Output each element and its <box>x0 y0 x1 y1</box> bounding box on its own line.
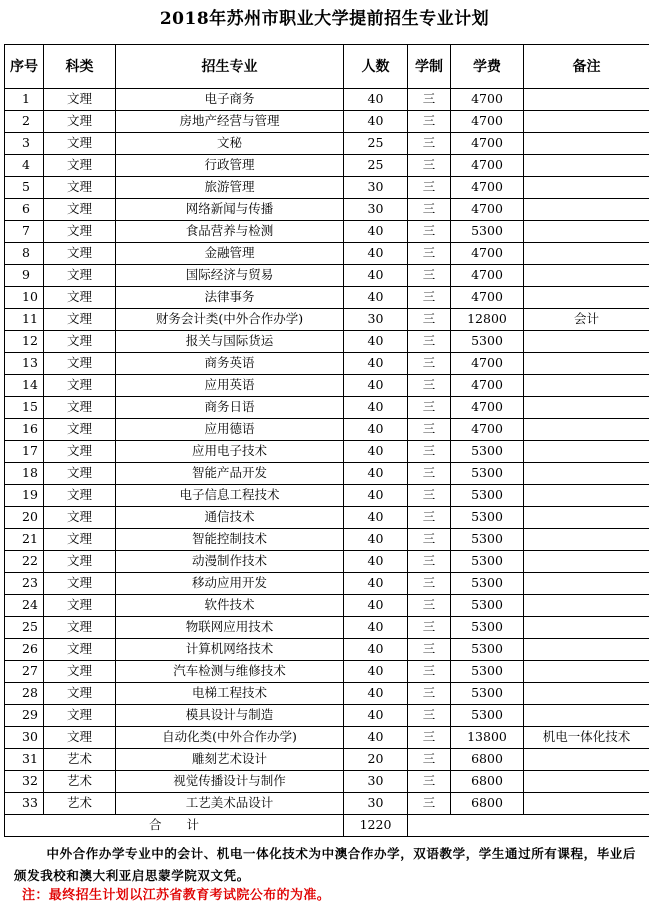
header-remarks: 备注 <box>524 45 649 89</box>
row-duration-cell: 三 <box>408 265 451 287</box>
row-duration-cell: 三 <box>408 199 451 221</box>
row-remarks-cell <box>524 89 649 111</box>
row-duration-cell: 三 <box>408 243 451 265</box>
row-tuition-cell: 4700 <box>451 287 524 309</box>
total-label: 合 计 <box>5 815 344 837</box>
row-duration-cell: 三 <box>408 573 451 595</box>
row-duration-cell: 三 <box>408 441 451 463</box>
row-duration-cell: 三 <box>408 331 451 353</box>
row-category-cell: 文理 <box>44 287 116 309</box>
table-row <box>5 397 649 419</box>
row-duration-cell: 三 <box>408 661 451 683</box>
row-duration-cell: 三 <box>408 463 451 485</box>
row-remarks-cell <box>524 551 649 573</box>
table-row <box>5 529 649 551</box>
row-remarks-cell <box>524 397 649 419</box>
row-index-cell: 1 <box>5 89 44 111</box>
row-index-cell: 2 <box>5 111 44 133</box>
row-tuition-cell: 4700 <box>451 177 524 199</box>
row-index-cell: 20 <box>5 507 44 529</box>
row-tuition-cell: 5300 <box>451 683 524 705</box>
total-row <box>5 815 649 837</box>
row-category-cell: 文理 <box>44 375 116 397</box>
row-duration-cell: 三 <box>408 639 451 661</box>
row-count-cell: 40 <box>344 573 408 595</box>
row-tuition-cell: 5300 <box>451 441 524 463</box>
row-major-cell: 行政管理 <box>116 155 344 177</box>
row-count-cell: 40 <box>344 595 408 617</box>
row-count-cell: 40 <box>344 463 408 485</box>
total-blank <box>408 815 649 837</box>
row-remarks-cell <box>524 793 649 815</box>
row-major-cell: 工艺美术品设计 <box>116 793 344 815</box>
row-duration-cell: 三 <box>408 485 451 507</box>
table-row <box>5 793 649 815</box>
row-index-cell: 25 <box>5 617 44 639</box>
row-remarks-cell <box>524 529 649 551</box>
row-tuition-cell: 5300 <box>451 705 524 727</box>
row-major-cell: 汽车检测与维修技术 <box>116 661 344 683</box>
row-duration-cell: 三 <box>408 111 451 133</box>
row-major-cell: 电梯工程技术 <box>116 683 344 705</box>
row-duration-cell: 三 <box>408 705 451 727</box>
row-duration-cell: 三 <box>408 155 451 177</box>
table-row <box>5 199 649 221</box>
row-duration-cell: 三 <box>408 683 451 705</box>
table-row <box>5 309 649 331</box>
row-major-cell: 网络新闻与传播 <box>116 199 344 221</box>
row-duration-cell: 三 <box>408 221 451 243</box>
row-index-cell: 31 <box>5 749 44 771</box>
row-category-cell: 文理 <box>44 221 116 243</box>
row-major-cell: 文秘 <box>116 133 344 155</box>
row-count-cell: 40 <box>344 287 408 309</box>
row-count-cell: 40 <box>344 111 408 133</box>
row-remarks-cell <box>524 661 649 683</box>
row-category-cell: 文理 <box>44 133 116 155</box>
row-major-cell: 应用德语 <box>116 419 344 441</box>
row-tuition-cell: 4700 <box>451 133 524 155</box>
row-duration-cell: 三 <box>408 749 451 771</box>
row-remarks-cell <box>524 111 649 133</box>
table-row <box>5 705 649 727</box>
table-row <box>5 89 649 111</box>
row-index-cell: 18 <box>5 463 44 485</box>
row-remarks-cell <box>524 441 649 463</box>
row-count-cell: 30 <box>344 793 408 815</box>
row-category-cell: 文理 <box>44 441 116 463</box>
row-duration-cell: 三 <box>408 309 451 331</box>
row-category-cell: 文理 <box>44 727 116 749</box>
row-category-cell: 文理 <box>44 89 116 111</box>
row-remarks-cell <box>524 705 649 727</box>
row-index-cell: 8 <box>5 243 44 265</box>
row-duration-cell: 三 <box>408 595 451 617</box>
row-category-cell: 文理 <box>44 683 116 705</box>
row-tuition-cell: 6800 <box>451 793 524 815</box>
header-category: 科类 <box>44 45 116 89</box>
row-major-cell: 自动化类(中外合作办学) <box>116 727 344 749</box>
row-major-cell: 食品营养与检测 <box>116 221 344 243</box>
row-index-cell: 16 <box>5 419 44 441</box>
row-tuition-cell: 5300 <box>451 331 524 353</box>
row-category-cell: 艺术 <box>44 793 116 815</box>
row-category-cell: 文理 <box>44 639 116 661</box>
row-major-cell: 通信技术 <box>116 507 344 529</box>
row-index-cell: 19 <box>5 485 44 507</box>
table-row <box>5 639 649 661</box>
row-major-cell: 商务日语 <box>116 397 344 419</box>
table-row <box>5 221 649 243</box>
row-count-cell: 30 <box>344 771 408 793</box>
row-count-cell: 40 <box>344 441 408 463</box>
row-remarks-cell <box>524 375 649 397</box>
row-index-cell: 4 <box>5 155 44 177</box>
row-major-cell: 应用电子技术 <box>116 441 344 463</box>
row-count-cell: 30 <box>344 309 408 331</box>
row-remarks-cell <box>524 485 649 507</box>
row-remarks-cell <box>524 771 649 793</box>
row-category-cell: 文理 <box>44 397 116 419</box>
row-major-cell: 房地产经营与管理 <box>116 111 344 133</box>
row-major-cell: 智能控制技术 <box>116 529 344 551</box>
row-major-cell: 模具设计与制造 <box>116 705 344 727</box>
row-count-cell: 20 <box>344 749 408 771</box>
row-remarks-cell <box>524 199 649 221</box>
row-tuition-cell: 5300 <box>451 639 524 661</box>
row-count-cell: 40 <box>344 419 408 441</box>
row-duration-cell: 三 <box>408 419 451 441</box>
row-count-cell: 25 <box>344 133 408 155</box>
row-major-cell: 法律事务 <box>116 287 344 309</box>
table-row <box>5 441 649 463</box>
row-index-cell: 27 <box>5 661 44 683</box>
row-count-cell: 40 <box>344 331 408 353</box>
row-tuition-cell: 4700 <box>451 111 524 133</box>
row-major-cell: 智能产品开发 <box>116 463 344 485</box>
row-duration-cell: 三 <box>408 771 451 793</box>
row-count-cell: 40 <box>344 485 408 507</box>
row-index-cell: 33 <box>5 793 44 815</box>
row-index-cell: 5 <box>5 177 44 199</box>
row-count-cell: 25 <box>344 155 408 177</box>
header-tuition: 学费 <box>451 45 524 89</box>
page-title: 2018年苏州市职业大学提前招生专业计划 <box>159 9 490 29</box>
table-row <box>5 375 649 397</box>
row-index-cell: 11 <box>5 309 44 331</box>
row-tuition-cell: 5300 <box>451 661 524 683</box>
row-remarks-cell <box>524 573 649 595</box>
row-category-cell: 文理 <box>44 265 116 287</box>
row-remarks-cell <box>524 639 649 661</box>
table-row <box>5 331 649 353</box>
row-duration-cell: 三 <box>408 353 451 375</box>
table-row <box>5 617 649 639</box>
row-major-cell: 计算机网络技术 <box>116 639 344 661</box>
row-index-cell: 12 <box>5 331 44 353</box>
row-tuition-cell: 13800 <box>451 727 524 749</box>
table-row <box>5 155 649 177</box>
row-duration-cell: 三 <box>408 89 451 111</box>
row-category-cell: 文理 <box>44 199 116 221</box>
table-row <box>5 177 649 199</box>
row-index-cell: 10 <box>5 287 44 309</box>
row-index-cell: 23 <box>5 573 44 595</box>
table-row <box>5 287 649 309</box>
header-major: 招生专业 <box>116 45 344 89</box>
row-major-cell: 电子商务 <box>116 89 344 111</box>
row-count-cell: 40 <box>344 529 408 551</box>
row-major-cell: 移动应用开发 <box>116 573 344 595</box>
row-category-cell: 文理 <box>44 595 116 617</box>
header-count: 人数 <box>344 45 408 89</box>
row-tuition-cell: 5300 <box>451 221 524 243</box>
row-major-cell: 软件技术 <box>116 595 344 617</box>
row-count-cell: 40 <box>344 89 408 111</box>
table-row <box>5 111 649 133</box>
row-count-cell: 40 <box>344 353 408 375</box>
table-row <box>5 265 649 287</box>
row-category-cell: 文理 <box>44 507 116 529</box>
row-remarks-cell <box>524 419 649 441</box>
row-remarks-cell <box>524 287 649 309</box>
row-index-cell: 21 <box>5 529 44 551</box>
row-category-cell: 文理 <box>44 661 116 683</box>
row-duration-cell: 三 <box>408 793 451 815</box>
row-category-cell: 文理 <box>44 529 116 551</box>
header-duration: 学制 <box>408 45 451 89</box>
row-category-cell: 文理 <box>44 243 116 265</box>
table-row <box>5 419 649 441</box>
table-row <box>5 573 649 595</box>
row-tuition-cell: 5300 <box>451 529 524 551</box>
row-remarks-cell <box>524 507 649 529</box>
row-tuition-cell: 5300 <box>451 485 524 507</box>
row-count-cell: 40 <box>344 617 408 639</box>
row-major-cell: 旅游管理 <box>116 177 344 199</box>
row-remarks-cell <box>524 595 649 617</box>
row-category-cell: 文理 <box>44 111 116 133</box>
row-count-cell: 40 <box>344 265 408 287</box>
row-index-cell: 3 <box>5 133 44 155</box>
cooperation-note: 中外合作办学专业中的会计、机电一体化技术为中澳合作办学，双语教学，学生通过所有课程，毕业后颁发我校和澳大利亚启思蒙学院双文凭。 <box>14 846 637 883</box>
row-index-cell: 13 <box>5 353 44 375</box>
row-remarks-cell <box>524 177 649 199</box>
row-index-cell: 9 <box>5 265 44 287</box>
row-tuition-cell: 6800 <box>451 749 524 771</box>
row-count-cell: 40 <box>344 639 408 661</box>
row-index-cell: 29 <box>5 705 44 727</box>
row-category-cell: 文理 <box>44 705 116 727</box>
table-header-row <box>5 45 649 89</box>
row-category-cell: 文理 <box>44 331 116 353</box>
row-tuition-cell: 5300 <box>451 551 524 573</box>
row-count-cell: 40 <box>344 397 408 419</box>
row-index-cell: 17 <box>5 441 44 463</box>
row-count-cell: 40 <box>344 661 408 683</box>
row-major-cell: 国际经济与贸易 <box>116 265 344 287</box>
row-major-cell: 物联网应用技术 <box>116 617 344 639</box>
row-tuition-cell: 4700 <box>451 89 524 111</box>
row-duration-cell: 三 <box>408 375 451 397</box>
row-category-cell: 文理 <box>44 155 116 177</box>
row-tuition-cell: 6800 <box>451 771 524 793</box>
row-tuition-cell: 12800 <box>451 309 524 331</box>
row-major-cell: 电子信息工程技术 <box>116 485 344 507</box>
row-major-cell: 报关与国际货运 <box>116 331 344 353</box>
table-row <box>5 507 649 529</box>
table-row <box>5 133 649 155</box>
row-index-cell: 6 <box>5 199 44 221</box>
row-category-cell: 艺术 <box>44 749 116 771</box>
row-remarks-cell <box>524 221 649 243</box>
row-major-cell: 应用英语 <box>116 375 344 397</box>
row-tuition-cell: 4700 <box>451 353 524 375</box>
row-duration-cell: 三 <box>408 551 451 573</box>
row-major-cell: 视觉传播设计与制作 <box>116 771 344 793</box>
row-category-cell: 文理 <box>44 419 116 441</box>
table-row <box>5 551 649 573</box>
table-row <box>5 661 649 683</box>
table-body <box>5 89 649 837</box>
row-count-cell: 40 <box>344 375 408 397</box>
row-tuition-cell: 5300 <box>451 595 524 617</box>
red-disclaimer-note: 注：最终招生计划以江苏省教育考试院公布的为准。 <box>22 888 331 903</box>
row-count-cell: 40 <box>344 727 408 749</box>
row-category-cell: 文理 <box>44 463 116 485</box>
row-remarks-cell <box>524 353 649 375</box>
row-count-cell: 40 <box>344 705 408 727</box>
row-index-cell: 32 <box>5 771 44 793</box>
enrollment-plan-table <box>4 44 649 837</box>
table-row <box>5 243 649 265</box>
row-count-cell: 40 <box>344 221 408 243</box>
row-duration-cell: 三 <box>408 133 451 155</box>
row-remarks-cell <box>524 243 649 265</box>
row-tuition-cell: 4700 <box>451 199 524 221</box>
table-row <box>5 771 649 793</box>
row-index-cell: 24 <box>5 595 44 617</box>
row-duration-cell: 三 <box>408 727 451 749</box>
row-duration-cell: 三 <box>408 507 451 529</box>
row-remarks-cell <box>524 133 649 155</box>
row-tuition-cell: 4700 <box>451 243 524 265</box>
table-row <box>5 595 649 617</box>
row-category-cell: 文理 <box>44 551 116 573</box>
header-index: 序号 <box>5 45 44 89</box>
row-tuition-cell: 4700 <box>451 375 524 397</box>
row-category-cell: 艺术 <box>44 771 116 793</box>
row-category-cell: 文理 <box>44 573 116 595</box>
total-value: 1220 <box>344 815 408 837</box>
row-duration-cell: 三 <box>408 287 451 309</box>
row-count-cell: 40 <box>344 683 408 705</box>
row-major-cell: 财务会计类(中外合作办学) <box>116 309 344 331</box>
row-tuition-cell: 4700 <box>451 155 524 177</box>
row-duration-cell: 三 <box>408 529 451 551</box>
row-index-cell: 15 <box>5 397 44 419</box>
table-row <box>5 353 649 375</box>
row-tuition-cell: 5300 <box>451 463 524 485</box>
table-row <box>5 727 649 749</box>
row-index-cell: 26 <box>5 639 44 661</box>
row-index-cell: 7 <box>5 221 44 243</box>
row-tuition-cell: 4700 <box>451 419 524 441</box>
row-remarks-cell: 会计 <box>524 309 649 331</box>
row-major-cell: 雕刻艺术设计 <box>116 749 344 771</box>
row-tuition-cell: 4700 <box>451 265 524 287</box>
row-tuition-cell: 5300 <box>451 617 524 639</box>
row-remarks-cell <box>524 617 649 639</box>
row-duration-cell: 三 <box>408 617 451 639</box>
table-row <box>5 463 649 485</box>
table-row <box>5 485 649 507</box>
row-tuition-cell: 5300 <box>451 573 524 595</box>
row-category-cell: 文理 <box>44 617 116 639</box>
row-remarks-cell <box>524 155 649 177</box>
row-index-cell: 14 <box>5 375 44 397</box>
row-tuition-cell: 5300 <box>451 507 524 529</box>
row-remarks-cell: 机电一体化技术 <box>524 727 649 749</box>
row-category-cell: 文理 <box>44 353 116 375</box>
row-count-cell: 40 <box>344 551 408 573</box>
row-tuition-cell: 4700 <box>451 397 524 419</box>
row-count-cell: 30 <box>344 177 408 199</box>
row-duration-cell: 三 <box>408 177 451 199</box>
table-row <box>5 749 649 771</box>
row-index-cell: 22 <box>5 551 44 573</box>
table-row <box>5 683 649 705</box>
row-major-cell: 动漫制作技术 <box>116 551 344 573</box>
row-category-cell: 文理 <box>44 177 116 199</box>
row-remarks-cell <box>524 331 649 353</box>
row-category-cell: 文理 <box>44 309 116 331</box>
row-duration-cell: 三 <box>408 397 451 419</box>
row-remarks-cell <box>524 265 649 287</box>
row-remarks-cell <box>524 749 649 771</box>
row-remarks-cell <box>524 463 649 485</box>
row-index-cell: 28 <box>5 683 44 705</box>
row-count-cell: 40 <box>344 507 408 529</box>
row-remarks-cell <box>524 683 649 705</box>
row-index-cell: 30 <box>5 727 44 749</box>
row-major-cell: 商务英语 <box>116 353 344 375</box>
row-major-cell: 金融管理 <box>116 243 344 265</box>
row-count-cell: 30 <box>344 199 408 221</box>
row-category-cell: 文理 <box>44 485 116 507</box>
row-count-cell: 40 <box>344 243 408 265</box>
